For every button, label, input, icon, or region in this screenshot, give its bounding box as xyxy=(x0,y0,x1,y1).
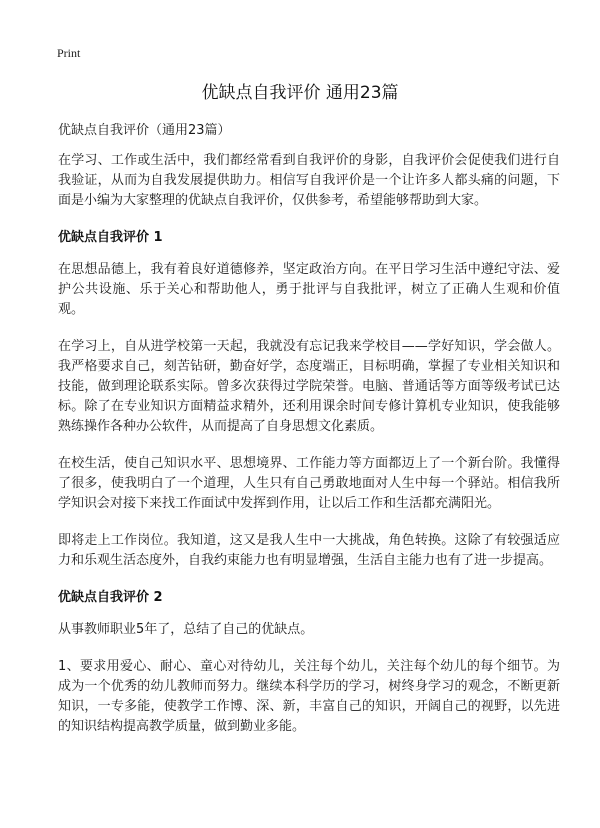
section-1-paragraph-3: 在校生活，使自己知识水平、思想境界、工作能力等方面都迈上了一个新台阶。我懂得了很多，使我明白了一个道理，人生只有自己勇敢地面对人生中每一个驿站。相信我所学知识会对接下来找工作面试中发挥到作用，让以后工作和生活都充满阳光。 xyxy=(58,456,560,511)
article-subtitle: 优缺点自我评价（通用23篇） xyxy=(58,123,231,138)
section-heading-2: 优缺点自我评价 2 xyxy=(58,590,163,605)
intro-paragraph: 在学习、工作或生活中，我们都经常看到自我评价的身影，自我评价会促使我们进行自我验证，从而为自我发展提供助力。相信写自我评价是一个让许多人都头痛的问题，下面是小编为大家整理的优缺点自我评价，仅供参考，希望能够帮助到大家。 xyxy=(58,153,560,208)
section-heading-1: 优缺点自我评价 1 xyxy=(58,230,163,245)
page-title: 优缺点自我评价 通用23篇 xyxy=(201,83,399,103)
section-1-paragraph-2: 在学习上，自从进学校第一天起，我就没有忘记我来学校目——学好知识，学会做人。我严格要求自己，刻苦钻研，勤奋好学，态度端正，目标明确，掌握了专业相关知识和技能，做到理论联系实际。曾多次获得过学院荣誉。电脑、普通话等方面等级考试已达标。除了在专业知识方面精益求精外，还利用课余时间专修计算机专业知识，使我能够熟练操作各种办公软件，从而提高了自身思想文化素质。 xyxy=(58,339,560,434)
section-1-paragraph-1: 在思想品德上，我有着良好道德修养，坚定政治方向。在平日学习生活中遵纪守法、爱护公共设施、乐于关心和帮助他人，勇于批评与自我批评，树立了正确人生观和价值观。 xyxy=(58,262,560,317)
print-link[interactable]: Print xyxy=(57,46,81,60)
section-2-paragraph-1: 从事教师职业5年了，总结了自己的优缺点。 xyxy=(58,622,314,637)
section-2-paragraph-2: 1、要求用爱心、耐心、童心对待幼儿，关注每个幼儿，关注每个幼儿的每个细节。为成为一个优秀的幼儿教师而努力。继续本科学历的学习，树终身学习的观念，不断更新知识，一专多能，使教学工作博、深、新，丰富自己的知识，开阔自己的视野，以先进的知识结构提高教学质量，做到勤业多能。 xyxy=(58,659,560,734)
section-1-paragraph-4: 即将走上工作岗位。我知道，这又是我人生中一大挑战，角色转换。这除了有较强适应力和乐观生活态度外，自我约束能力也有明显增强，生活自主能力也有了进一步提高。 xyxy=(58,533,560,568)
article-body xyxy=(58,121,560,754)
